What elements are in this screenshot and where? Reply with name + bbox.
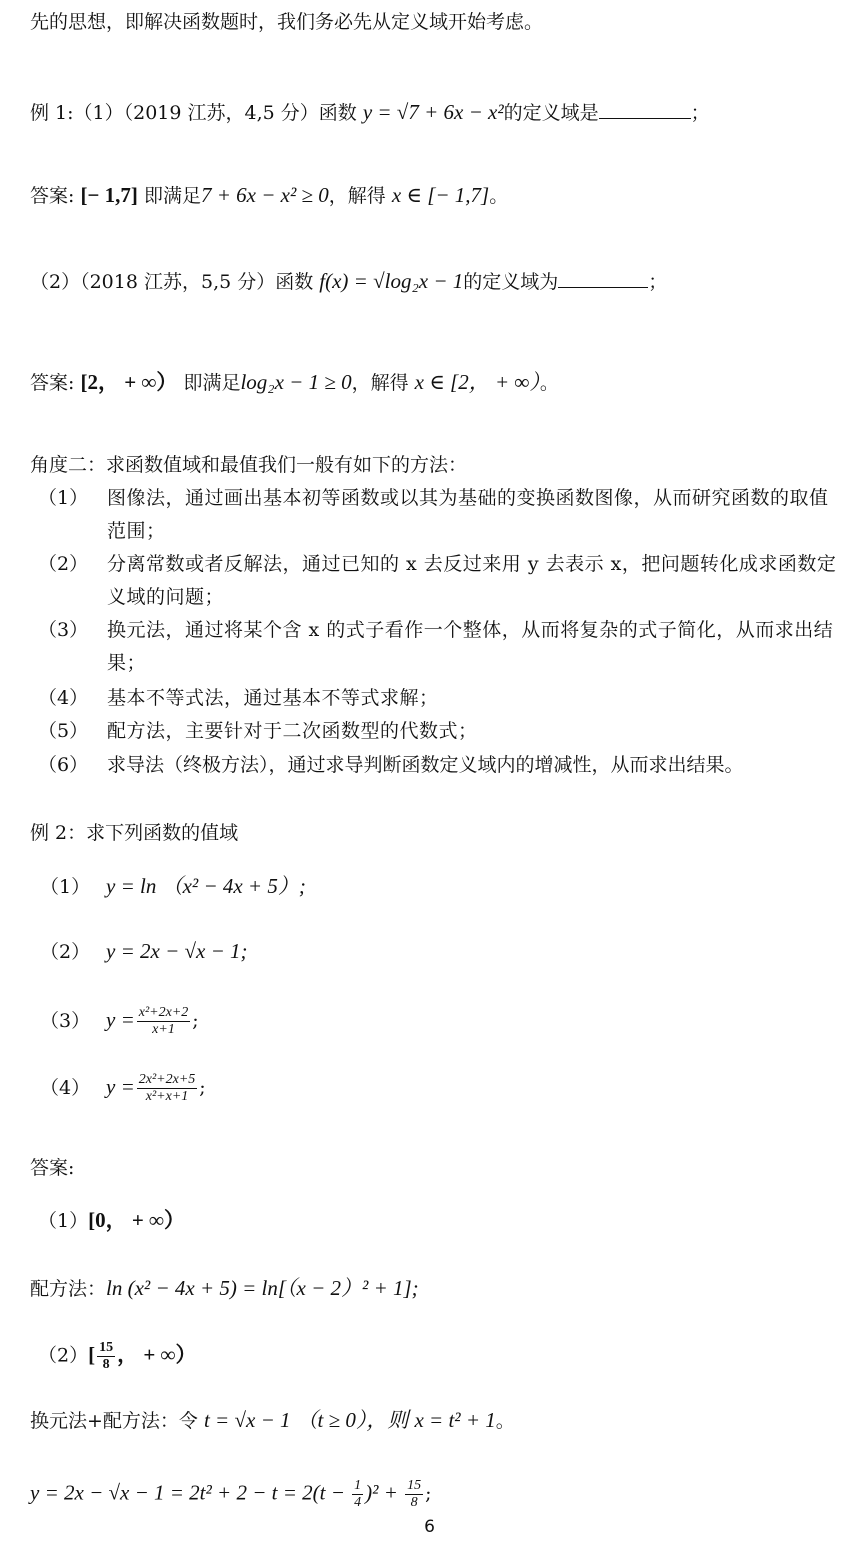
answer-end: 。 <box>489 185 509 207</box>
derivation-mid: )² + <box>365 1480 404 1505</box>
fraction-denominator: 8 <box>102 1357 110 1372</box>
fraction-numerator: x²+2x+2 <box>138 1005 189 1020</box>
answer-value-rest: ， + ∞） <box>117 1342 197 1367</box>
derivation-fraction-result <box>405 1478 423 1511</box>
method-item-2 <box>30 548 840 614</box>
item-lhs: y = <box>106 1007 135 1032</box>
ex1-q2-suffix: 的定义域为 <box>463 271 559 293</box>
answer-inequality: log₂x − 1 ≥ 0 <box>240 370 352 394</box>
fraction-numerator: 15 <box>99 1340 114 1355</box>
item-end: ; <box>192 1009 199 1032</box>
answer-label: 答案: <box>30 185 75 207</box>
answer-value: [− 1,7] <box>80 183 138 207</box>
ex1-q2-prefix: （2）（2018 江苏，5,5 分）函数 <box>30 271 320 293</box>
example2-item-2 <box>40 938 248 965</box>
answer-blank[interactable] <box>599 100 691 119</box>
answer-blank[interactable] <box>558 269 648 288</box>
ex1-q1-end: ； <box>690 102 710 124</box>
fraction-numerator: 15 <box>407 1478 422 1493</box>
answer-inequality: 7 + 6x − x² ≥ 0 <box>200 183 329 207</box>
method-number: （5） <box>38 720 89 742</box>
ex1-q1-prefix: 例 1:（1）（2019 江苏，4,5 分）函数 <box>30 102 363 124</box>
substitution: t = √x − 1 <box>203 1408 291 1432</box>
item-fraction <box>137 1072 198 1105</box>
example2-item-3 <box>40 1005 199 1038</box>
answer-number: （1） <box>38 1210 89 1232</box>
method-text: 求导法（终极方法），通过求导判断函数定义域内的增减性，从而求出结果。 <box>107 754 744 776</box>
method-label: 配方法： <box>30 1278 107 1300</box>
method-item-6 <box>30 749 840 782</box>
example2-item-4 <box>40 1072 206 1105</box>
ex1-q1-formula: y = √7 + 6x − x² <box>362 100 504 124</box>
method-number: （2） <box>38 553 89 575</box>
example1-question2 <box>30 269 667 294</box>
fraction-denominator: x+1 <box>152 1022 175 1037</box>
method-label: 换元法+配方法：令 <box>30 1410 198 1432</box>
method-number: （4） <box>38 687 89 709</box>
angle2-title: 角度二：求函数值域和最值我们一般有如下的方法： <box>30 454 468 476</box>
fraction-numerator: 1 <box>354 1478 362 1493</box>
ex1-q1-suffix: 的定义域是 <box>503 102 599 124</box>
item-number: （4） <box>40 1076 91 1099</box>
method-number: （6） <box>38 754 89 776</box>
answer-text-2: ，解得 <box>328 185 386 207</box>
example1-question1 <box>30 100 710 125</box>
method-item-4 <box>30 682 840 715</box>
method-text: 换元法，通过将某个含 x 的式子看作一个整体，从而将复杂的式子简化，从而求出结果； <box>107 619 834 674</box>
ex1-q2-formula: f(x) = √log₂x − 1 <box>319 269 464 293</box>
example2-item-1 <box>40 873 306 900</box>
answer1-method <box>30 1276 419 1301</box>
answers-label: 答案: <box>30 1157 75 1179</box>
substitution-expression: x = t² + 1 <box>414 1408 496 1432</box>
item-end: ; <box>199 1076 206 1099</box>
method-text: 配方法，主要针对于二次函数型的代数式； <box>107 720 478 742</box>
item-fraction <box>137 1005 191 1038</box>
fraction-denominator: x²+x+1 <box>145 1089 189 1104</box>
fraction-denominator: 8 <box>410 1495 418 1510</box>
example1-answer2 <box>30 370 559 395</box>
answer2-derivation <box>30 1478 432 1511</box>
item-number: （3） <box>40 1009 91 1032</box>
answer-result: x ∈ [− 1,7] <box>391 183 490 207</box>
answer-text: 即满足 <box>183 372 241 394</box>
method-number: （3） <box>38 619 89 641</box>
fraction-numerator: 2x²+2x+5 <box>138 1072 196 1087</box>
fraction-denominator: 4 <box>354 1495 362 1510</box>
answer-result: x ∈ [2， + ∞） <box>414 370 540 394</box>
derivation-lhs: y = 2x − √x − 1 = 2t² + 2 − t = 2(t − <box>30 1480 351 1505</box>
answer-value: [0， + ∞） <box>88 1208 186 1232</box>
item-lhs: y = <box>106 1074 135 1099</box>
example2-title: 例 2：求下列函数的值域 <box>30 822 239 844</box>
answer-fraction <box>97 1340 115 1373</box>
answer-open-bracket: [ <box>88 1342 96 1367</box>
method-formula: ln (x² − 4x + 5) = ln[（x − 2）² + 1]; <box>106 1276 419 1300</box>
intro-text: 先的思想，即解决函数题时，我们务必先从定义域开始考虑。 <box>30 11 544 33</box>
method-item-1 <box>30 482 840 548</box>
answer-text: 即满足 <box>143 185 201 207</box>
answer-item-1 <box>38 1208 185 1233</box>
item-formula: y = ln （x² − 4x + 5）; <box>106 874 306 898</box>
ex1-q2-end: ； <box>648 271 668 293</box>
derivation-end: ; <box>425 1482 432 1505</box>
method-item-5 <box>30 715 840 748</box>
answer-item-2 <box>38 1340 197 1373</box>
answer-label: 答案: <box>30 372 75 394</box>
method-item-3 <box>30 614 840 680</box>
method-text: 分离常数或者反解法，通过已知的 x 去反过来用 y 去表示 x，把问题转化成求函数定义域的问题； <box>107 553 837 608</box>
page-number: 6 <box>424 1517 435 1537</box>
method-text: 图像法，通过画出基本初等函数或以其为基础的变换函数图像，从而研究函数的取值范围； <box>107 487 829 542</box>
answer-value: [2， + ∞） <box>80 370 178 394</box>
derivation-fraction-quarter <box>352 1478 363 1511</box>
answer-end: 。 <box>539 372 559 394</box>
item-number: （1） <box>40 876 91 898</box>
answer2-method <box>30 1408 515 1433</box>
substitution-condition: （t ≥ 0），则 <box>296 1408 409 1432</box>
method-number: （1） <box>38 487 89 509</box>
example1-answer1 <box>30 183 508 208</box>
answer-number: （2） <box>38 1344 89 1367</box>
answer-text-2: ，解得 <box>351 372 409 394</box>
method-end: 。 <box>495 1410 515 1432</box>
item-number: （2） <box>40 941 91 963</box>
item-formula: y = 2x − √x − 1; <box>106 939 248 963</box>
method-text: 基本不等式法，通过基本不等式求解； <box>107 687 439 709</box>
